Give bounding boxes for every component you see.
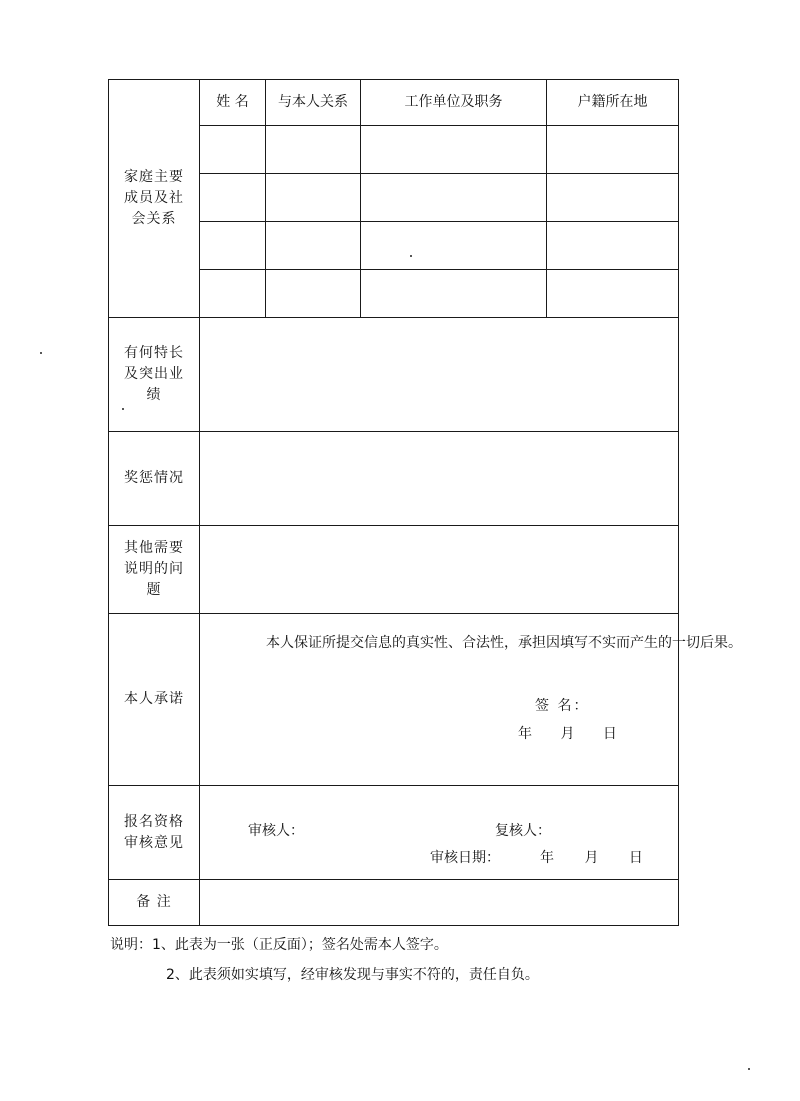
member-name-cell[interactable] [200, 270, 266, 318]
member-relation-cell[interactable] [266, 222, 361, 270]
pledge-label: 本人承诺 [109, 614, 200, 786]
member-work-cell[interactable] [361, 126, 547, 174]
remarks-field[interactable] [200, 880, 679, 926]
rewards-field[interactable] [200, 432, 679, 526]
member-work-cell[interactable] [361, 174, 547, 222]
scan-speck [122, 408, 124, 410]
remarks-label: 备 注 [109, 880, 200, 926]
note-line-1: 说明：1、此表为一张（正反面）；签名处需本人签字。 [110, 937, 448, 953]
review-date-ymd: 年 月 日 [540, 850, 643, 866]
header-household-registration: 户籍所在地 [547, 80, 679, 126]
pledge-date-label: 年 月 日 [518, 726, 617, 742]
member-registration-cell[interactable] [547, 222, 679, 270]
member-name-cell[interactable] [200, 174, 266, 222]
member-work-cell[interactable] [361, 222, 547, 270]
member-registration-cell[interactable] [547, 270, 679, 318]
family-section-label: 家庭主要成员及社会关系 [109, 80, 200, 318]
signature-label[interactable]: 签 名： [535, 698, 590, 714]
member-name-cell[interactable] [200, 222, 266, 270]
other-issues-field[interactable] [200, 526, 679, 614]
specialty-field[interactable] [200, 318, 679, 432]
header-name: 姓 名 [200, 80, 266, 126]
registration-form-table [108, 79, 742, 926]
member-name-cell[interactable] [200, 126, 266, 174]
rewards-label: 奖惩情况 [109, 432, 200, 526]
qualification-review-label: 报名资格审核意见 [109, 786, 200, 880]
specialty-label: 有何特长及突出业绩 [109, 318, 200, 432]
review-date-label: 审核日期： [430, 850, 500, 866]
pledge-text: 本人保证所提交信息的真实性、合法性，承担因填写不实而产生的一切后果。 [266, 635, 742, 651]
header-work-unit: 工作单位及职务 [361, 80, 547, 126]
header-relation: 与本人关系 [266, 80, 361, 126]
member-work-cell[interactable] [361, 270, 547, 318]
member-relation-cell[interactable] [266, 126, 361, 174]
member-relation-cell[interactable] [266, 270, 361, 318]
member-registration-cell[interactable] [547, 126, 679, 174]
scan-speck [40, 352, 42, 354]
member-relation-cell[interactable] [266, 174, 361, 222]
scan-speck [748, 1068, 750, 1070]
qualification-review-cell [200, 786, 679, 880]
form-notes [110, 930, 539, 990]
reviewer-label[interactable]: 审核人： [248, 823, 304, 839]
member-registration-cell[interactable] [547, 174, 679, 222]
rechecker-label[interactable]: 复核人： [495, 823, 551, 839]
note-line-2: 2、此表须如实填写，经审核发现与事实不符的，责任自负。 [166, 967, 539, 983]
review-date [430, 848, 643, 869]
other-issues-label: 其他需要说明的问题 [109, 526, 200, 614]
pledge-cell [200, 614, 742, 786]
scan-speck [410, 255, 412, 257]
